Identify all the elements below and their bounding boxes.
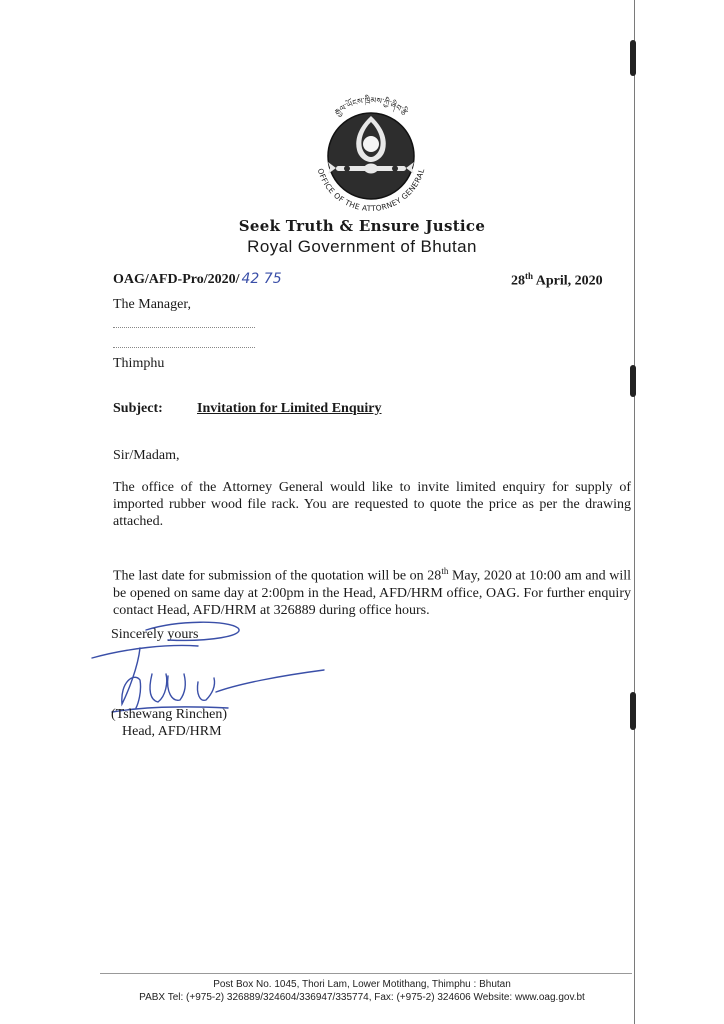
scan-edge-mark <box>630 40 636 76</box>
reference-prefix: OAG/AFD-Pro/2020/ <box>113 272 240 287</box>
signatory-name: (Tshewang Rinchen) <box>111 707 228 722</box>
salutation: Sir/Madam, <box>113 448 180 463</box>
closing: Sincerely yours <box>111 627 199 642</box>
deadline-sup: th <box>441 566 449 576</box>
signatory-title: Head, AFD/HRM <box>122 724 222 739</box>
paragraph-deadline <box>113 563 631 619</box>
blank-line <box>113 347 255 348</box>
motto: Seek Truth & Ensure Justice <box>238 217 486 235</box>
footer-divider <box>100 973 632 974</box>
seal-script: རྒྱལ་ཡོངས་ཁྲིམས་ཀྱི་ཞིབ་རྩི <box>332 95 410 118</box>
subject-label: Subject: <box>113 401 163 416</box>
oag-emblem <box>302 92 440 222</box>
recipient-line: The Manager, <box>113 297 191 312</box>
recipient-city: Thimphu <box>113 356 165 371</box>
scan-edge-mark <box>630 692 636 730</box>
scan-edge-mark <box>630 365 636 397</box>
seal-text: OFFICE OF THE ATTORNEY GENERAL <box>315 167 427 214</box>
reference-number <box>113 271 282 288</box>
date-rest: April, 2020 <box>533 273 603 289</box>
blank-line <box>113 327 255 328</box>
date-suffix: th <box>525 271 534 281</box>
government-name: Royal Government of Bhutan <box>247 237 477 256</box>
footer-address: Post Box No. 1045, Thori Lam, Lower Motithang, Thimphu : Bhutan <box>213 979 511 990</box>
deadline-text-b: May, 2020 at 10:00 am and will be opened on same day at 2:00pm in the Head, AFD/HRM office, OAG. For further enquiry contact Head, AFD/HRM at 326889 during office hours. <box>113 568 631 618</box>
footer-contact: PABX Tel: (+975-2) 326889/324604/336947/335774, Fax: (+975-2) 324606 Website: www.oag.gov.bt <box>139 992 585 1003</box>
date-day: 28 <box>511 273 525 289</box>
subject-text: Invitation for Limited Enquiry <box>197 401 382 416</box>
paragraph-invitation: The office of the Attorney General would like to invite limited enquiry for supply of imported rubber wood file rack. You are requested to quote the price as per the drawing attached. <box>113 480 631 529</box>
letter-date <box>511 271 603 290</box>
reference-handwritten: 42 75 <box>241 271 282 287</box>
deadline-text-a: The last date for submission of the quotation will be on 28 <box>113 568 442 584</box>
scan-edge-line <box>634 0 635 1024</box>
